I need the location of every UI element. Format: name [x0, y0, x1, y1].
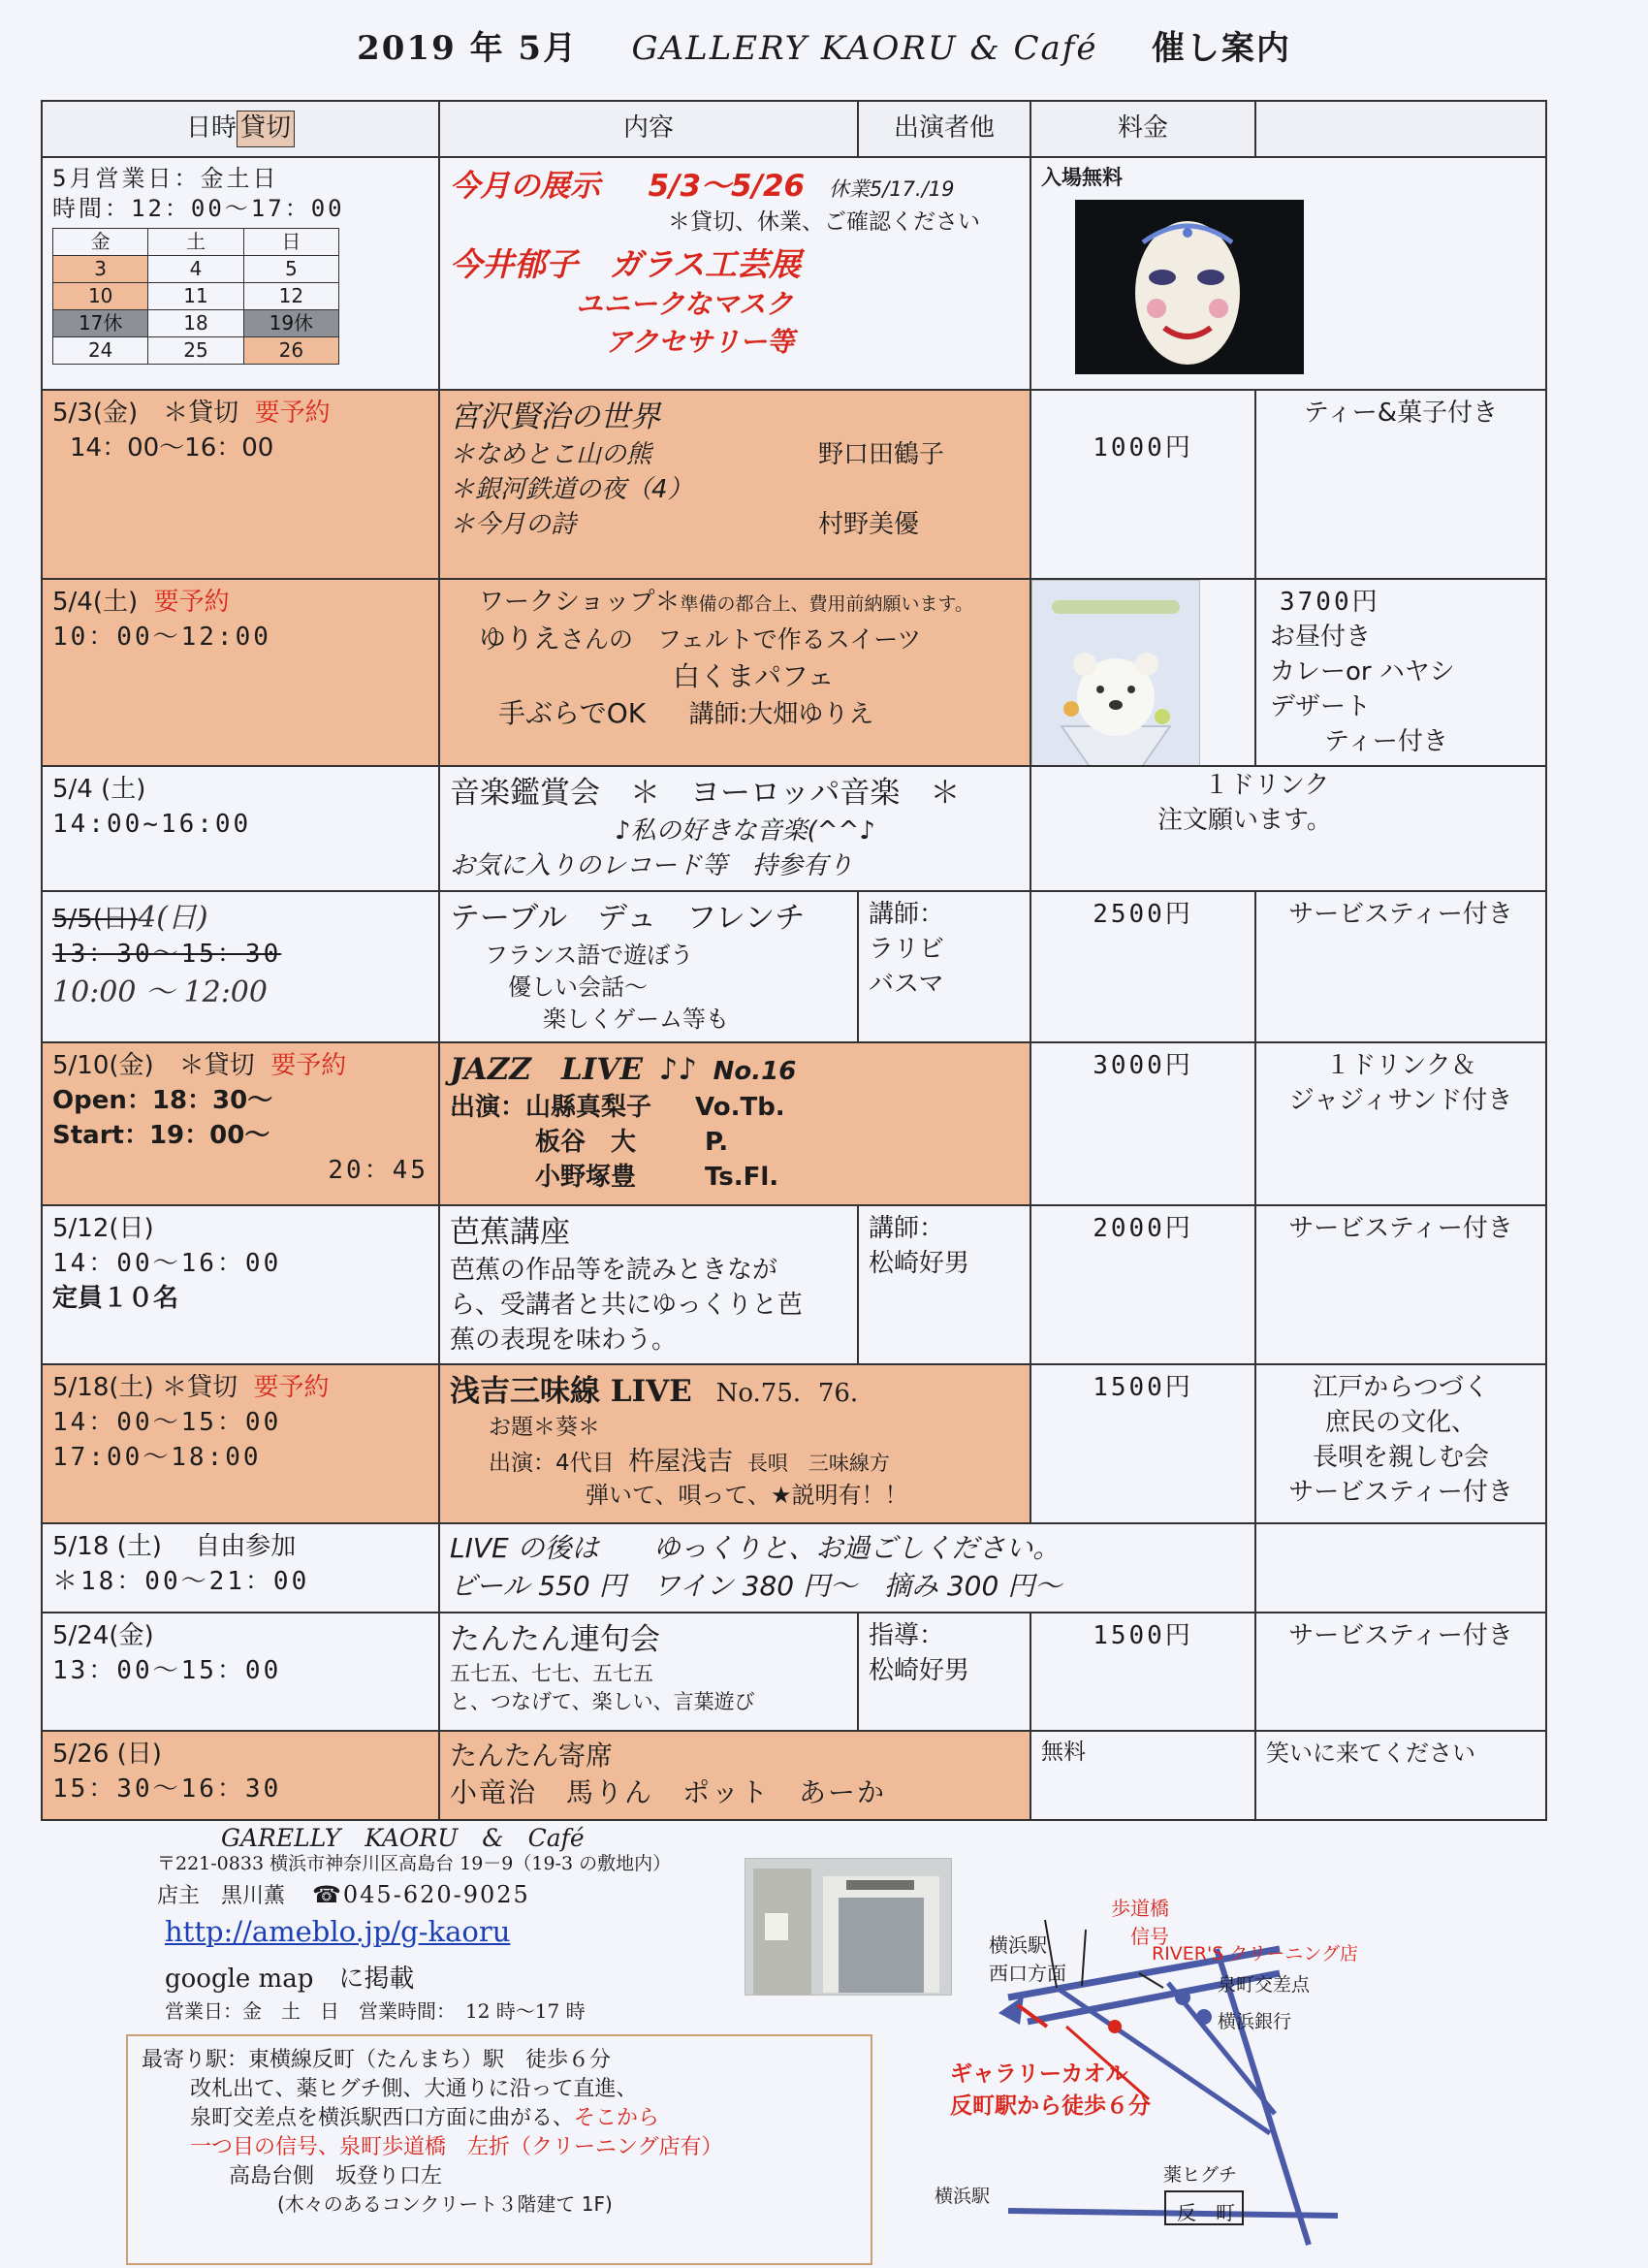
- mask-image: [1075, 200, 1304, 374]
- access-line: (木々のあるコンクリート３階建て 1F): [277, 2191, 613, 2216]
- reserve-badge: 要予約: [253, 1373, 330, 1403]
- table-row: [42, 1205, 1546, 1364]
- event-title: JAZZ LIVE: [450, 1051, 643, 1087]
- event-date-cell: [42, 1613, 439, 1731]
- music-notes-icon: ♪♪: [658, 1051, 698, 1087]
- instrument: Vo.Tb.: [695, 1092, 785, 1122]
- access-line: 最寄り駅：東横線反町（たんまち）駅 徒歩６分: [142, 2048, 612, 2072]
- event-no: No.75．76．: [715, 1379, 875, 1409]
- access-line: 改札出て、薬ヒグチ側、大通りに沿って直進、: [190, 2076, 638, 2101]
- event-line: 弾いて、唄って、★説明有！！: [586, 1482, 908, 1510]
- event-date-cell: [42, 891, 439, 1042]
- map-drug: 薬ヒグチ: [1163, 2164, 1238, 2186]
- event-date-cell: [42, 766, 439, 891]
- blog-link[interactable]: http://ameblo.jp/g-kaoru: [165, 1915, 511, 1948]
- map-gallery-label: ギャラリーカオル: [950, 2061, 1128, 2087]
- title-gallery: GALLERY KAORU & Café: [631, 29, 1098, 68]
- exhibit-date-cell: [42, 157, 439, 390]
- access-directions: [126, 2034, 872, 2265]
- fee-cell: [1030, 390, 1255, 579]
- reserve-badge: 要予約: [153, 588, 230, 617]
- event-title: 芭蕉講座: [450, 1214, 570, 1250]
- ws-line2: さんの フェルトで作るスイーツ: [560, 624, 922, 654]
- fee-cell: 1500円: [1030, 1364, 1255, 1523]
- performer: バスマ: [869, 969, 944, 999]
- ws-line1: ワークショップ＊: [479, 588, 681, 617]
- cal-head: 土: [148, 229, 243, 256]
- exhibit-dates: 5/3～5/26: [648, 169, 806, 204]
- map-station: [989, 1930, 1066, 1986]
- note-cell: [1255, 1523, 1546, 1612]
- date-struck: 5/5(日): [52, 904, 139, 934]
- cal-day: 3: [53, 256, 148, 283]
- event-content-cell: [439, 1523, 1255, 1612]
- header-notes: [1255, 101, 1546, 157]
- storefront-photo: [745, 1858, 952, 1996]
- event-date: 5/3(金) ＊貸切: [52, 399, 239, 428]
- event-date-cell: [42, 1523, 439, 1612]
- note-cell: サービスティー付き: [1255, 1613, 1546, 1731]
- title-year-month: 2019 年 5月: [357, 29, 579, 68]
- fee-cell: 1500円: [1030, 1613, 1255, 1731]
- instrument: Ts.Fl.: [705, 1162, 779, 1192]
- table-row: [42, 1613, 1546, 1731]
- event-time: ＊18：00～21：00: [52, 1567, 310, 1597]
- calendar: [52, 228, 339, 365]
- reserve-badge: 要予約: [270, 1050, 347, 1080]
- event-note: ジャジィサンド付き: [1288, 1085, 1513, 1115]
- ws-incl: デザート: [1270, 691, 1372, 721]
- event-note: 庶民の文化、: [1324, 1408, 1476, 1438]
- event-title: 宮沢賢治の世界: [450, 399, 660, 434]
- parfait-photo: [1031, 580, 1200, 766]
- event-date: 5/4 (土): [52, 775, 146, 805]
- event-date-cell: [42, 1731, 439, 1820]
- note-cell: サービスティー付き: [1255, 891, 1546, 1042]
- event-capacity: 定員１０名: [52, 1283, 179, 1313]
- map-bridge-label: 歩道橋: [1111, 1897, 1169, 1920]
- event-content-cell: [439, 1042, 1030, 1205]
- date-handwritten: 4(日): [138, 900, 208, 935]
- event-no: No.16: [713, 1056, 797, 1086]
- event-content-cell: [439, 390, 1030, 579]
- event-start: Start：19：00～: [52, 1120, 270, 1150]
- performer: ラリビ: [869, 934, 945, 964]
- perf-label: 講師：: [869, 1213, 945, 1243]
- ws-line4a: 手ぶらでOK: [498, 697, 647, 730]
- event-title: 浅吉三味線 LIVE: [450, 1374, 692, 1410]
- owner-label: 店主 黒川薫: [157, 1884, 286, 1908]
- perf-label: 指導：: [869, 1620, 945, 1650]
- perf-label: 出演：: [450, 1092, 526, 1122]
- header-date-label: 日時: [185, 113, 237, 144]
- event-time: 14：00～16：00: [52, 1248, 282, 1278]
- time-handwritten: 10:00 ～ 12:00: [52, 975, 268, 1010]
- event-date: 5/4(土): [52, 588, 139, 617]
- ws-photo-cell: [1030, 579, 1255, 766]
- ws-line4b: 講師:大畑ゆりえ: [688, 700, 874, 730]
- instrument: P.: [705, 1127, 729, 1157]
- exhibit-content-cell: [439, 157, 1030, 390]
- event-title: たんたん連句会: [450, 1621, 660, 1657]
- cal-day: 26: [243, 337, 338, 365]
- header-date: [42, 101, 439, 157]
- event-note: 長唄を親しむ会: [1312, 1443, 1489, 1473]
- event-time: 14：00～16：00: [70, 432, 274, 463]
- table-row: [42, 390, 1546, 579]
- footer-address: 〒221-0833 横浜市神奈川区高島台 19－9（19-3 の敷地内）: [157, 1853, 672, 1874]
- performer-cell: [858, 1613, 1030, 1731]
- header-performers: 出演者他: [858, 101, 1030, 157]
- title-suffix: 催し案内: [1151, 29, 1291, 68]
- map-west-label: 西口方面: [989, 1962, 1066, 1985]
- access-line: そこから: [574, 2105, 660, 2130]
- map-bank: 横浜銀行: [1218, 2011, 1292, 2032]
- event-date-cell: [42, 579, 439, 766]
- event-desc: 芭蕉の作品等を読みときなが: [450, 1255, 778, 1285]
- business-days: 5月営業日：金土日: [52, 165, 279, 192]
- footer-owner: [157, 1879, 530, 1909]
- event-content-cell: [439, 1613, 858, 1731]
- table-row: [42, 1731, 1546, 1820]
- schedule-table: [41, 100, 1547, 1821]
- gmap-note: google map に掲載: [165, 1965, 415, 1994]
- map-tanmachi: 反 町: [1177, 2201, 1235, 2224]
- map-station-label: 横浜駅: [989, 1933, 1047, 1957]
- event-date-cell: [42, 1364, 439, 1523]
- header-content: 内容: [439, 101, 858, 157]
- performer: 松崎好男: [869, 1248, 970, 1278]
- event-line: お気に入りのレコード等 持参有り: [450, 851, 854, 881]
- header-fee: 料金: [1030, 101, 1255, 157]
- cal-day: 18: [148, 310, 243, 337]
- access-map: [931, 1881, 1532, 2264]
- fee-cell: 2000円: [1030, 1205, 1255, 1364]
- table-row: [42, 1523, 1546, 1612]
- map-signal-label: 信号: [1130, 1925, 1169, 1948]
- event-note: １ドリンク＆: [1325, 1050, 1476, 1080]
- event-desc: と、つなげて、楽しい、言葉遊び: [450, 1690, 755, 1714]
- note-cell: サービスティー付き: [1255, 1205, 1546, 1364]
- event-title: テーブル デュ フレンチ: [450, 900, 806, 936]
- event-end: 20：45: [328, 1155, 428, 1185]
- event-item: ＊銀河鉄道の夜（4）: [450, 474, 693, 504]
- cal-day: 10: [53, 283, 148, 310]
- note-cell: [1255, 1042, 1546, 1205]
- map-walk-label: 反町駅から徒歩６分: [950, 2093, 1151, 2119]
- exhibit-title: 今井郁子 ガラス工芸展: [450, 244, 802, 283]
- event-date-cell: [42, 1205, 439, 1364]
- ws-incl: ティー付き: [1324, 726, 1448, 756]
- event-title: たんたん寄席: [450, 1739, 614, 1772]
- event-fee: 3700円: [1280, 588, 1380, 617]
- event-desc: 蕉の表現を味わう。: [450, 1325, 678, 1355]
- event-line: LIVE の後は ゆっくりと、お過ごしください。: [450, 1532, 1061, 1565]
- event-theme: お題＊葵＊: [489, 1415, 600, 1441]
- header-kashikiri: 貸切: [237, 111, 295, 147]
- event-desc: 五七五、七七、五七五: [450, 1662, 653, 1686]
- performer-cell: [858, 1205, 1030, 1364]
- event-note: 注文願います。: [1157, 806, 1332, 836]
- event-line: 楽しくゲーム等も: [543, 1005, 729, 1033]
- exhibit-closed: 休業5/17./19: [828, 177, 955, 201]
- cal-day: 25: [148, 337, 243, 365]
- table-header-row: [42, 101, 1546, 157]
- event-note: １ドリンク: [1204, 771, 1330, 801]
- event-date: 5/12(日): [52, 1213, 154, 1243]
- perf-label: 出演：4代目: [489, 1450, 615, 1476]
- access-line: 泉町交差点を横浜駅西口方面に曲がる、: [190, 2105, 575, 2130]
- event-item: ＊今月の詩: [450, 509, 577, 539]
- cal-day: 19休: [243, 310, 338, 337]
- event-content-cell: [439, 891, 858, 1042]
- access-line: 一つ目の信号、泉町歩道橋 左折（クリーニング店有）: [190, 2134, 723, 2159]
- event-time: 13：00～15：00: [52, 1655, 282, 1685]
- event-desc: ら、受講者と共にゆっくりと芭: [450, 1290, 803, 1320]
- table-row: [42, 766, 1546, 891]
- table-row: [42, 157, 1546, 390]
- exhibit-label: 今月の展示: [450, 169, 600, 204]
- table-row: [42, 1364, 1546, 1523]
- fee-cell: 無料: [1030, 1731, 1255, 1820]
- performer: 板谷 大: [535, 1127, 637, 1157]
- storefront-image: [745, 1859, 951, 1995]
- note-cell: [1030, 766, 1546, 891]
- event-title: 音楽鑑賞会 ＊ ヨーロッパ音楽 ＊: [450, 776, 961, 812]
- business-hours: 時間：12：00～17：00: [52, 195, 345, 223]
- event-date: 5/24(金): [52, 1620, 154, 1650]
- event-open: Open：18：30～: [52, 1085, 273, 1115]
- table-row: [42, 891, 1546, 1042]
- cal-day: 24: [53, 337, 148, 365]
- event-fee: 1000円: [1093, 433, 1193, 463]
- note-cell: ティー&菓子付き: [1255, 390, 1546, 579]
- mask-photo: [1075, 200, 1304, 374]
- performer: 山縣真梨子: [525, 1092, 652, 1122]
- event-note: サービスティー付き: [1288, 1478, 1513, 1507]
- perf-label: 講師：: [869, 899, 945, 929]
- ws-name: ゆりえ: [479, 622, 561, 655]
- ws-line3: 白くまパフェ: [673, 659, 835, 692]
- cal-head: 日: [243, 229, 338, 256]
- exhibit-note: ＊貸切、休業、ご確認ください: [668, 208, 980, 235]
- event-content-cell: [439, 1205, 858, 1364]
- event-date: 5/10(金) ＊貸切: [52, 1050, 255, 1080]
- event-item: ＊なめとこ山の熊: [450, 439, 652, 469]
- event-performer: 野口田鶴子: [818, 439, 945, 469]
- footer-name: GARELLY KAORU & Café: [221, 1824, 585, 1852]
- map-crossing: 泉町交差点: [1218, 1974, 1311, 1996]
- performer: 杵屋浅吉: [628, 1446, 734, 1477]
- event-date-cell: [42, 1042, 439, 1205]
- access-line: 高島台側 坂登り口左: [229, 2163, 443, 2188]
- cal-day: 11: [148, 283, 243, 310]
- cal-head: 金: [53, 229, 148, 256]
- event-line: 優しい会話～: [508, 973, 648, 1001]
- exhibit-sub1: ユニークなマスク: [576, 288, 794, 321]
- note-cell: [1255, 579, 1546, 766]
- note-cell: 笑いに来てください: [1255, 1731, 1546, 1820]
- exhibit-free: 入場無料: [1041, 166, 1123, 189]
- cal-day: 12: [243, 283, 338, 310]
- event-line: ビール 550 円 ワイン 380 円～ 摘み 300 円～: [450, 1570, 1062, 1602]
- page-title: [0, 21, 1648, 69]
- event-date: 5/18(土) ＊貸切: [52, 1373, 238, 1403]
- parfait-image: [1032, 581, 1199, 766]
- event-date: 5/26 (日): [52, 1739, 162, 1769]
- fee-cell: 2500円: [1030, 891, 1255, 1042]
- event-content-cell: [439, 579, 1030, 766]
- event-line: ♪私の好きな音楽(^^♪: [615, 816, 875, 847]
- ws-incl: お昼付き: [1270, 622, 1372, 652]
- map-cleaning: RIVER'S クリーニング店: [1152, 1943, 1358, 1965]
- event-content-cell: [439, 1731, 1030, 1820]
- event-line: フランス語で遊ぼう: [485, 941, 694, 969]
- event-content-cell: [439, 1364, 1030, 1523]
- table-row: [42, 1042, 1546, 1205]
- event-performer: 村野美優: [818, 509, 920, 539]
- performer-cell: [858, 891, 1030, 1042]
- table-row: [42, 579, 1546, 766]
- performer: 松崎好男: [869, 1655, 970, 1685]
- cal-day: 5: [243, 256, 338, 283]
- performer: 小竜治 馬りん ポット あーか: [450, 1776, 887, 1809]
- fee-cell: 3000円: [1030, 1042, 1255, 1205]
- event-time: 17:00～18:00: [52, 1443, 262, 1473]
- ws-incl: カレーor ハヤシ: [1270, 656, 1455, 687]
- phone: ☎045-620-9025: [312, 1881, 530, 1908]
- event-time: 15：30～16：30: [52, 1773, 282, 1804]
- time-struck: 13：30～15：30: [52, 940, 282, 970]
- perf-role: 長唄 三味線方: [746, 1451, 890, 1475]
- cal-day: 17休: [53, 310, 148, 337]
- event-time: 10：00～12:00: [52, 622, 271, 652]
- event-note: 江戸からつづく: [1313, 1373, 1489, 1403]
- event-content-cell: [439, 766, 1030, 891]
- performer: 小野塚豊: [535, 1162, 637, 1192]
- map-gallery: [950, 2056, 1151, 2120]
- event-date: 5/18 (土) 自由参加: [52, 1532, 297, 1562]
- event-time: 14:00~16:00: [52, 810, 252, 840]
- exhibit-image-cell: [1030, 157, 1546, 390]
- footer-hours: 営業日：金 土 日 営業時間： 12 時～17 時: [165, 1999, 586, 2023]
- reserve-badge: 要予約: [254, 399, 331, 428]
- cal-day: 4: [148, 256, 243, 283]
- note-cell: [1255, 1364, 1546, 1523]
- event-time: 14：00～15：00: [52, 1408, 282, 1438]
- ws-line1-small: 準備の都合上、費用前納願います。: [680, 593, 973, 615]
- event-date-cell: [42, 390, 439, 579]
- exhibit-sub2: アクセサリー等: [605, 325, 795, 358]
- map-yokohama: 横浜駅: [935, 2186, 991, 2207]
